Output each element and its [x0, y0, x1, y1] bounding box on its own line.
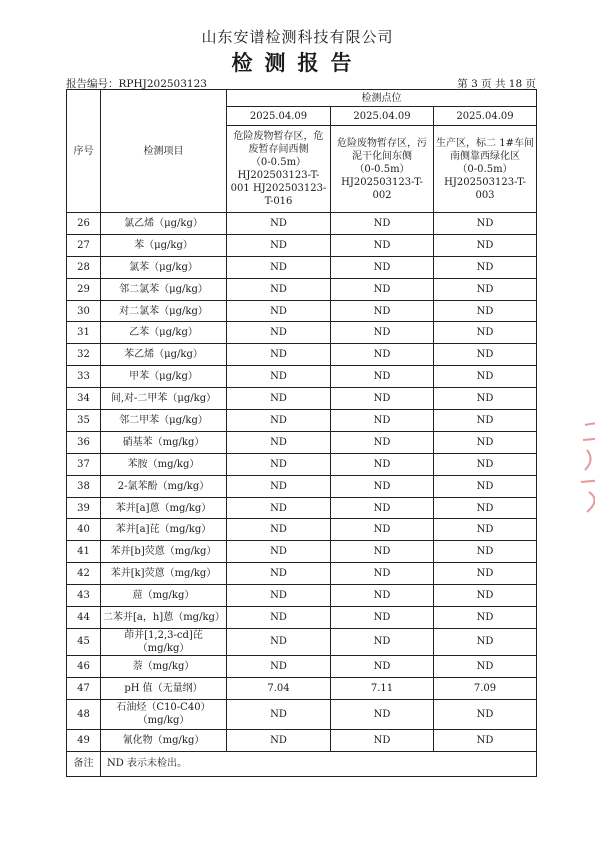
row-value: ND	[434, 729, 537, 751]
report-number: 报告编号：RPHJ202503123	[66, 78, 207, 90]
sample-date: 2025.04.09	[227, 107, 331, 126]
row-value: ND	[227, 563, 331, 585]
table-row	[67, 453, 537, 475]
row-value: ND	[331, 497, 434, 519]
row-value: ND	[434, 563, 537, 585]
row-number: 31	[67, 322, 101, 344]
row-number: 43	[67, 585, 101, 607]
row-value: ND	[331, 366, 434, 388]
row-number: 26	[67, 213, 101, 235]
row-value: ND	[434, 322, 537, 344]
row-number: 27	[67, 234, 101, 256]
table-row	[67, 729, 537, 751]
row-value: 7.04	[227, 677, 331, 699]
row-value: ND	[331, 322, 434, 344]
row-value: ND	[331, 234, 434, 256]
table-row	[67, 628, 537, 655]
report-title: 检测报告	[231, 50, 364, 75]
sample-info	[331, 126, 434, 213]
row-value: ND	[331, 278, 434, 300]
row-value: ND	[227, 213, 331, 235]
row-item: 苯并[k]荧蒽（mg/kg）	[101, 563, 227, 585]
row-value: ND	[331, 475, 434, 497]
table-row	[67, 322, 537, 344]
row-value: ND	[227, 322, 331, 344]
table-row	[67, 585, 537, 607]
red-seal-stamp	[575, 420, 595, 520]
row-value: ND	[227, 431, 331, 453]
row-number: 46	[67, 655, 101, 677]
row-value: ND	[434, 278, 537, 300]
row-value: ND	[227, 607, 331, 629]
row-number: 36	[67, 431, 101, 453]
table-row	[67, 607, 537, 629]
col-header-seq: 序号	[67, 90, 101, 213]
table-row	[67, 699, 537, 729]
table-row	[67, 677, 537, 699]
table-row	[67, 213, 537, 235]
row-value: ND	[434, 366, 537, 388]
row-value: ND	[434, 655, 537, 677]
sample-code: HJ202503123-T-002	[341, 176, 423, 201]
table-row	[67, 344, 537, 366]
row-value: ND	[227, 519, 331, 541]
remark-label: 备注	[67, 751, 101, 776]
row-number: 48	[67, 699, 101, 729]
row-value: ND	[434, 541, 537, 563]
row-number: 35	[67, 410, 101, 432]
remark-text: ND 表示未检出。	[101, 751, 537, 776]
sample-date: 2025.04.09	[331, 107, 434, 126]
row-value: ND	[227, 628, 331, 655]
row-value: ND	[227, 234, 331, 256]
row-value: ND	[331, 628, 434, 655]
row-number: 32	[67, 344, 101, 366]
row-item: 邻二氯苯（μg/kg）	[101, 278, 227, 300]
row-item: 茚并[1,2,3-cd]芘（mg/kg）	[101, 628, 227, 655]
row-number: 34	[67, 388, 101, 410]
row-item: 氰化物（mg/kg）	[101, 729, 227, 751]
table-row	[67, 475, 537, 497]
row-value: ND	[434, 519, 537, 541]
row-value: ND	[331, 410, 434, 432]
row-value: ND	[227, 344, 331, 366]
sample-location: 生产区，标二 1#车间南侧靠西绿化区	[436, 137, 534, 162]
table-row	[67, 388, 537, 410]
row-item: 氯乙烯（μg/kg）	[101, 213, 227, 235]
page-indicator: 第 3 页 共 18 页	[457, 78, 536, 90]
sample-info	[434, 126, 537, 213]
row-item: 萘（mg/kg）	[101, 655, 227, 677]
row-item: 苯并[b]荧蒽（mg/kg）	[101, 541, 227, 563]
row-value: ND	[434, 607, 537, 629]
row-number: 38	[67, 475, 101, 497]
row-value: ND	[331, 344, 434, 366]
sample-date: 2025.04.09	[434, 107, 537, 126]
row-value: ND	[227, 497, 331, 519]
row-number: 30	[67, 300, 101, 322]
sample-depth: （0-0.5m）	[354, 163, 410, 175]
row-number: 47	[67, 677, 101, 699]
table-row	[67, 431, 537, 453]
row-value: ND	[434, 453, 537, 475]
row-value: ND	[331, 256, 434, 278]
row-number: 41	[67, 541, 101, 563]
table-row	[67, 256, 537, 278]
row-item: 䓛（mg/kg）	[101, 585, 227, 607]
row-number: 45	[67, 628, 101, 655]
row-item: 2-氯苯酚（mg/kg）	[101, 475, 227, 497]
row-item: 对二氯苯（μg/kg）	[101, 300, 227, 322]
row-item: 硝基苯（mg/kg）	[101, 431, 227, 453]
row-item: 苯胺（mg/kg）	[101, 453, 227, 475]
row-value: ND	[434, 213, 537, 235]
table-row	[67, 497, 537, 519]
row-value: ND	[227, 655, 331, 677]
row-item: 苯（μg/kg）	[101, 234, 227, 256]
row-value: ND	[331, 563, 434, 585]
sample-code: HJ202503123-T-003	[444, 176, 526, 201]
row-value: ND	[434, 628, 537, 655]
remark-row	[67, 751, 537, 776]
row-item: 间,对-二甲苯（μg/kg）	[101, 388, 227, 410]
row-number: 28	[67, 256, 101, 278]
row-value: ND	[331, 541, 434, 563]
row-value: 7.09	[434, 677, 537, 699]
table-row	[67, 519, 537, 541]
table-row	[67, 563, 537, 585]
table-row	[67, 541, 537, 563]
row-value: ND	[434, 388, 537, 410]
table-row	[67, 366, 537, 388]
row-value: ND	[227, 410, 331, 432]
sample-depth: （0-0.5m）	[457, 163, 513, 175]
table-row	[67, 278, 537, 300]
row-number: 49	[67, 729, 101, 751]
row-value: ND	[434, 585, 537, 607]
sample-location: 危险废物暂存区，污泥干化间东侧	[337, 137, 427, 162]
row-item: 二苯并[a，h]蒽（mg/kg）	[101, 607, 227, 629]
row-number: 40	[67, 519, 101, 541]
sample-depth: （0-0.5m）	[250, 157, 307, 168]
row-value: ND	[434, 475, 537, 497]
row-value: ND	[227, 541, 331, 563]
row-value: ND	[434, 699, 537, 729]
row-number: 42	[67, 563, 101, 585]
row-value: ND	[331, 519, 434, 541]
col-header-points: 检测点位	[227, 90, 537, 107]
row-item: 氯苯（μg/kg）	[101, 256, 227, 278]
row-value: ND	[434, 410, 537, 432]
row-item: 苯并[a]芘（mg/kg）	[101, 519, 227, 541]
row-value: ND	[434, 344, 537, 366]
table-row	[67, 300, 537, 322]
row-value: ND	[227, 729, 331, 751]
row-value: ND	[331, 431, 434, 453]
row-value: ND	[227, 699, 331, 729]
row-number: 33	[67, 366, 101, 388]
row-item: 石油烃（C10-C40）（mg/kg）	[101, 699, 227, 729]
row-item: 苯并[a]蒽（mg/kg）	[101, 497, 227, 519]
table-row	[67, 655, 537, 677]
table-row	[67, 410, 537, 432]
row-value: ND	[331, 699, 434, 729]
results-table	[66, 89, 537, 777]
row-value: ND	[227, 278, 331, 300]
row-value: ND	[331, 453, 434, 475]
row-number: 44	[67, 607, 101, 629]
row-value: ND	[227, 475, 331, 497]
row-value: ND	[434, 431, 537, 453]
row-value: ND	[331, 607, 434, 629]
row-value: ND	[434, 256, 537, 278]
row-value: ND	[331, 655, 434, 677]
row-item: 邻二甲苯（μg/kg）	[101, 410, 227, 432]
row-number: 29	[67, 278, 101, 300]
row-value: ND	[331, 729, 434, 751]
row-value: ND	[331, 300, 434, 322]
row-value: ND	[227, 300, 331, 322]
row-value: ND	[331, 585, 434, 607]
row-value: ND	[227, 256, 331, 278]
row-number: 39	[67, 497, 101, 519]
col-header-item: 检测项目	[101, 90, 227, 213]
row-value: ND	[227, 585, 331, 607]
row-value: ND	[434, 300, 537, 322]
row-value: ND	[331, 213, 434, 235]
row-item: 乙苯（μg/kg）	[101, 322, 227, 344]
row-number: 37	[67, 453, 101, 475]
row-value: ND	[227, 366, 331, 388]
sample-location: 危险废物暂存区，危废暂存间西侧	[233, 131, 324, 155]
row-value: 7.11	[331, 677, 434, 699]
row-value: ND	[227, 388, 331, 410]
sample-info	[227, 126, 331, 213]
row-item: pH 值（无量纲）	[101, 677, 227, 699]
row-item: 甲苯（μg/kg）	[101, 366, 227, 388]
row-value: ND	[331, 388, 434, 410]
row-value: ND	[227, 453, 331, 475]
sample-code: HJ202503123-T-001 HJ202503123-T-016	[230, 170, 327, 207]
row-value: ND	[434, 234, 537, 256]
company-name: 山东安谱检测科技有限公司	[201, 28, 394, 46]
row-item: 苯乙烯（μg/kg）	[101, 344, 227, 366]
table-row	[67, 234, 537, 256]
row-value: ND	[434, 497, 537, 519]
